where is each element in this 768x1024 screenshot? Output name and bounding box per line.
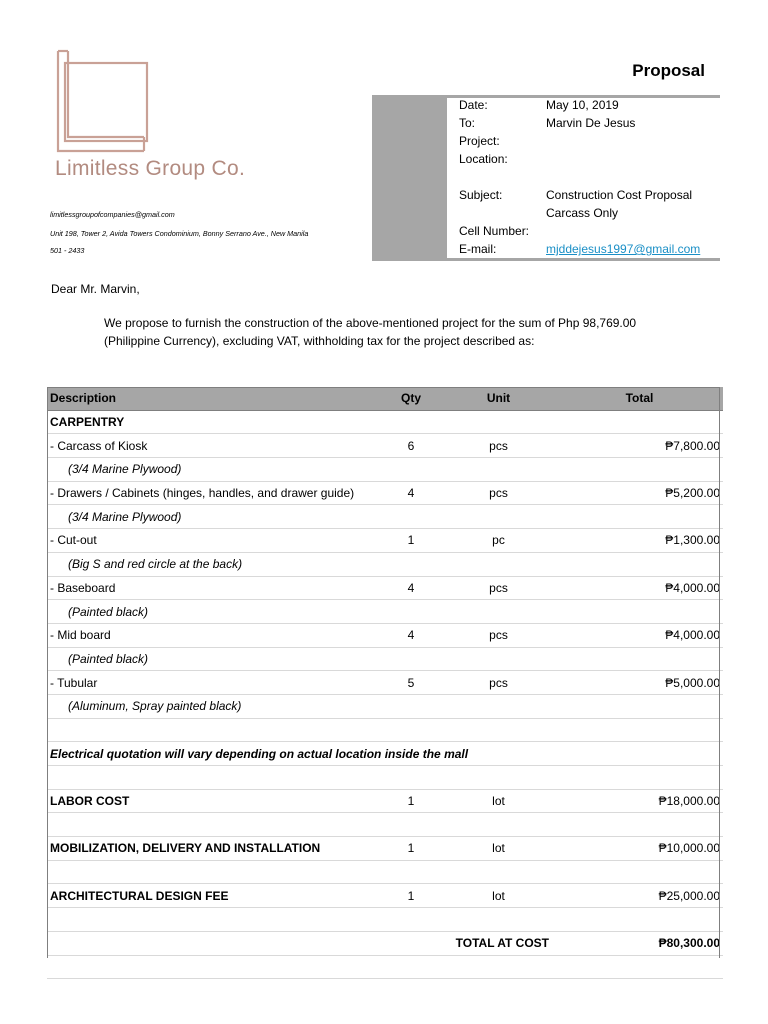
table-row bbox=[47, 576, 723, 600]
header-description: Description bbox=[47, 387, 381, 410]
to-label: To: bbox=[459, 116, 476, 130]
item-unit: pcs bbox=[441, 434, 556, 458]
item-qty: 4 bbox=[381, 481, 441, 505]
header-bottom-rule bbox=[447, 258, 720, 261]
table-row-note bbox=[47, 552, 723, 576]
item-unit: pcs bbox=[441, 671, 556, 695]
item-note: (3/4 Marine Plywood) bbox=[47, 505, 381, 529]
table-row bbox=[47, 529, 723, 553]
table-row-empty bbox=[47, 908, 723, 932]
cell-number-label: Cell Number: bbox=[459, 224, 530, 238]
company-email: limitlessgroupofcompanies@gmail.com bbox=[50, 210, 175, 219]
subject-line-2: Carcass Only bbox=[546, 206, 619, 220]
labor-description: LABOR COST bbox=[47, 789, 381, 813]
item-unit: pcs bbox=[441, 481, 556, 505]
mobilization-qty: 1 bbox=[381, 837, 441, 861]
salutation: Dear Mr. Marvin, bbox=[51, 282, 140, 296]
table-row-empty bbox=[47, 718, 723, 742]
item-unit: pc bbox=[441, 529, 556, 553]
labor-unit: lot bbox=[441, 789, 556, 813]
category-carpentry: CARPENTRY bbox=[47, 410, 381, 434]
date-value: May 10, 2019 bbox=[546, 98, 619, 112]
header-total: Total bbox=[556, 387, 723, 410]
email-label: E-mail: bbox=[459, 242, 497, 256]
table-row bbox=[47, 623, 723, 647]
mobilization-description: MOBILIZATION, DELIVERY AND INSTALLATION bbox=[47, 837, 381, 861]
table-row-note bbox=[47, 505, 723, 529]
mobilization-total: ₱10,000.00 bbox=[556, 837, 723, 861]
table-row-labor bbox=[47, 789, 723, 813]
email-link[interactable]: mjddejesus1997@gmail.com bbox=[546, 242, 701, 256]
electrical-note: Electrical quotation will vary depending on actual location inside the mall bbox=[47, 742, 723, 766]
item-qty: 6 bbox=[381, 434, 441, 458]
header-qty: Qty bbox=[381, 387, 441, 410]
item-description: - Baseboard bbox=[47, 576, 381, 600]
item-qty: 4 bbox=[381, 623, 441, 647]
mobilization-unit: lot bbox=[441, 837, 556, 861]
email-value bbox=[546, 240, 700, 258]
project-label: Project: bbox=[459, 134, 500, 148]
item-description: - Drawers / Cabinets (hinges, handles, and drawer guide) bbox=[47, 481, 381, 505]
item-unit: pcs bbox=[441, 576, 556, 600]
date-label: Date: bbox=[459, 98, 488, 112]
labor-qty: 1 bbox=[381, 789, 441, 813]
item-total: ₱1,300.00 bbox=[556, 529, 723, 553]
company-logo bbox=[48, 45, 158, 157]
design-unit: lot bbox=[441, 884, 556, 908]
item-qty: 1 bbox=[381, 529, 441, 553]
company-phone: 501 - 2433 bbox=[50, 246, 85, 255]
table-row bbox=[47, 481, 723, 505]
item-description: - Carcass of Kiosk bbox=[47, 434, 381, 458]
item-description: - Cut-out bbox=[47, 529, 381, 553]
table-row-note bbox=[47, 458, 723, 482]
item-note: (Aluminum, Spray painted black) bbox=[47, 694, 381, 718]
item-note: (3/4 Marine Plywood) bbox=[47, 458, 381, 482]
table-row-design bbox=[47, 884, 723, 908]
labor-total: ₱18,000.00 bbox=[556, 789, 723, 813]
table-row-empty bbox=[47, 813, 723, 837]
header-unit: Unit bbox=[441, 387, 556, 410]
design-description: ARCHITECTURAL DESIGN FEE bbox=[47, 884, 381, 908]
table-row-note bbox=[47, 647, 723, 671]
item-total: ₱5,000.00 bbox=[556, 671, 723, 695]
item-unit: pcs bbox=[441, 623, 556, 647]
item-total: ₱5,200.00 bbox=[556, 481, 723, 505]
item-total: ₱7,800.00 bbox=[556, 434, 723, 458]
table-row bbox=[47, 671, 723, 695]
table-row-note bbox=[47, 600, 723, 624]
item-note: (Painted black) bbox=[47, 647, 381, 671]
table-row-mobilization bbox=[47, 837, 723, 861]
design-total: ₱25,000.00 bbox=[556, 884, 723, 908]
item-total: ₱4,000.00 bbox=[556, 576, 723, 600]
item-description: - Mid board bbox=[47, 623, 381, 647]
item-total: ₱4,000.00 bbox=[556, 623, 723, 647]
item-note: (Big S and red circle at the back) bbox=[47, 552, 381, 576]
location-label: Location: bbox=[459, 152, 508, 166]
design-qty: 1 bbox=[381, 884, 441, 908]
table-row-category bbox=[47, 410, 723, 434]
item-description: - Tubular bbox=[47, 671, 381, 695]
table-row-grand-total bbox=[47, 931, 723, 955]
document-title: Proposal bbox=[632, 61, 705, 80]
company-address: Unit 198, Tower 2, Avida Towers Condominium, Bonny Serrano Ave., New Manila bbox=[50, 229, 309, 238]
table-row-electrical-note bbox=[47, 742, 723, 766]
company-name: Limitless Group Co. bbox=[55, 157, 246, 180]
item-qty: 4 bbox=[381, 576, 441, 600]
table-row-empty bbox=[47, 766, 723, 790]
table-row-empty bbox=[47, 860, 723, 884]
letter-body-line-2: (Philippine Currency), excluding VAT, withholding tax for the project described as: bbox=[104, 334, 535, 348]
subject-label: Subject: bbox=[459, 188, 503, 202]
quotation-table bbox=[47, 387, 723, 979]
grand-total-label: TOTAL AT COST bbox=[47, 931, 556, 955]
table-row bbox=[47, 434, 723, 458]
letter-body-line-1: We propose to furnish the construction of the above-mentioned project for the sum of Php 98,769.00 bbox=[104, 316, 637, 330]
to-value: Marvin De Jesus bbox=[546, 116, 636, 130]
item-qty: 5 bbox=[381, 671, 441, 695]
table-row-empty bbox=[47, 955, 723, 979]
header-grey-block bbox=[372, 95, 447, 261]
subject-line-1: Construction Cost Proposal bbox=[546, 188, 693, 202]
grand-total-value: ₱80,300.00 bbox=[556, 931, 723, 955]
table-row-note bbox=[47, 694, 723, 718]
item-note: (Painted black) bbox=[47, 600, 381, 624]
table-header-row bbox=[47, 387, 723, 410]
